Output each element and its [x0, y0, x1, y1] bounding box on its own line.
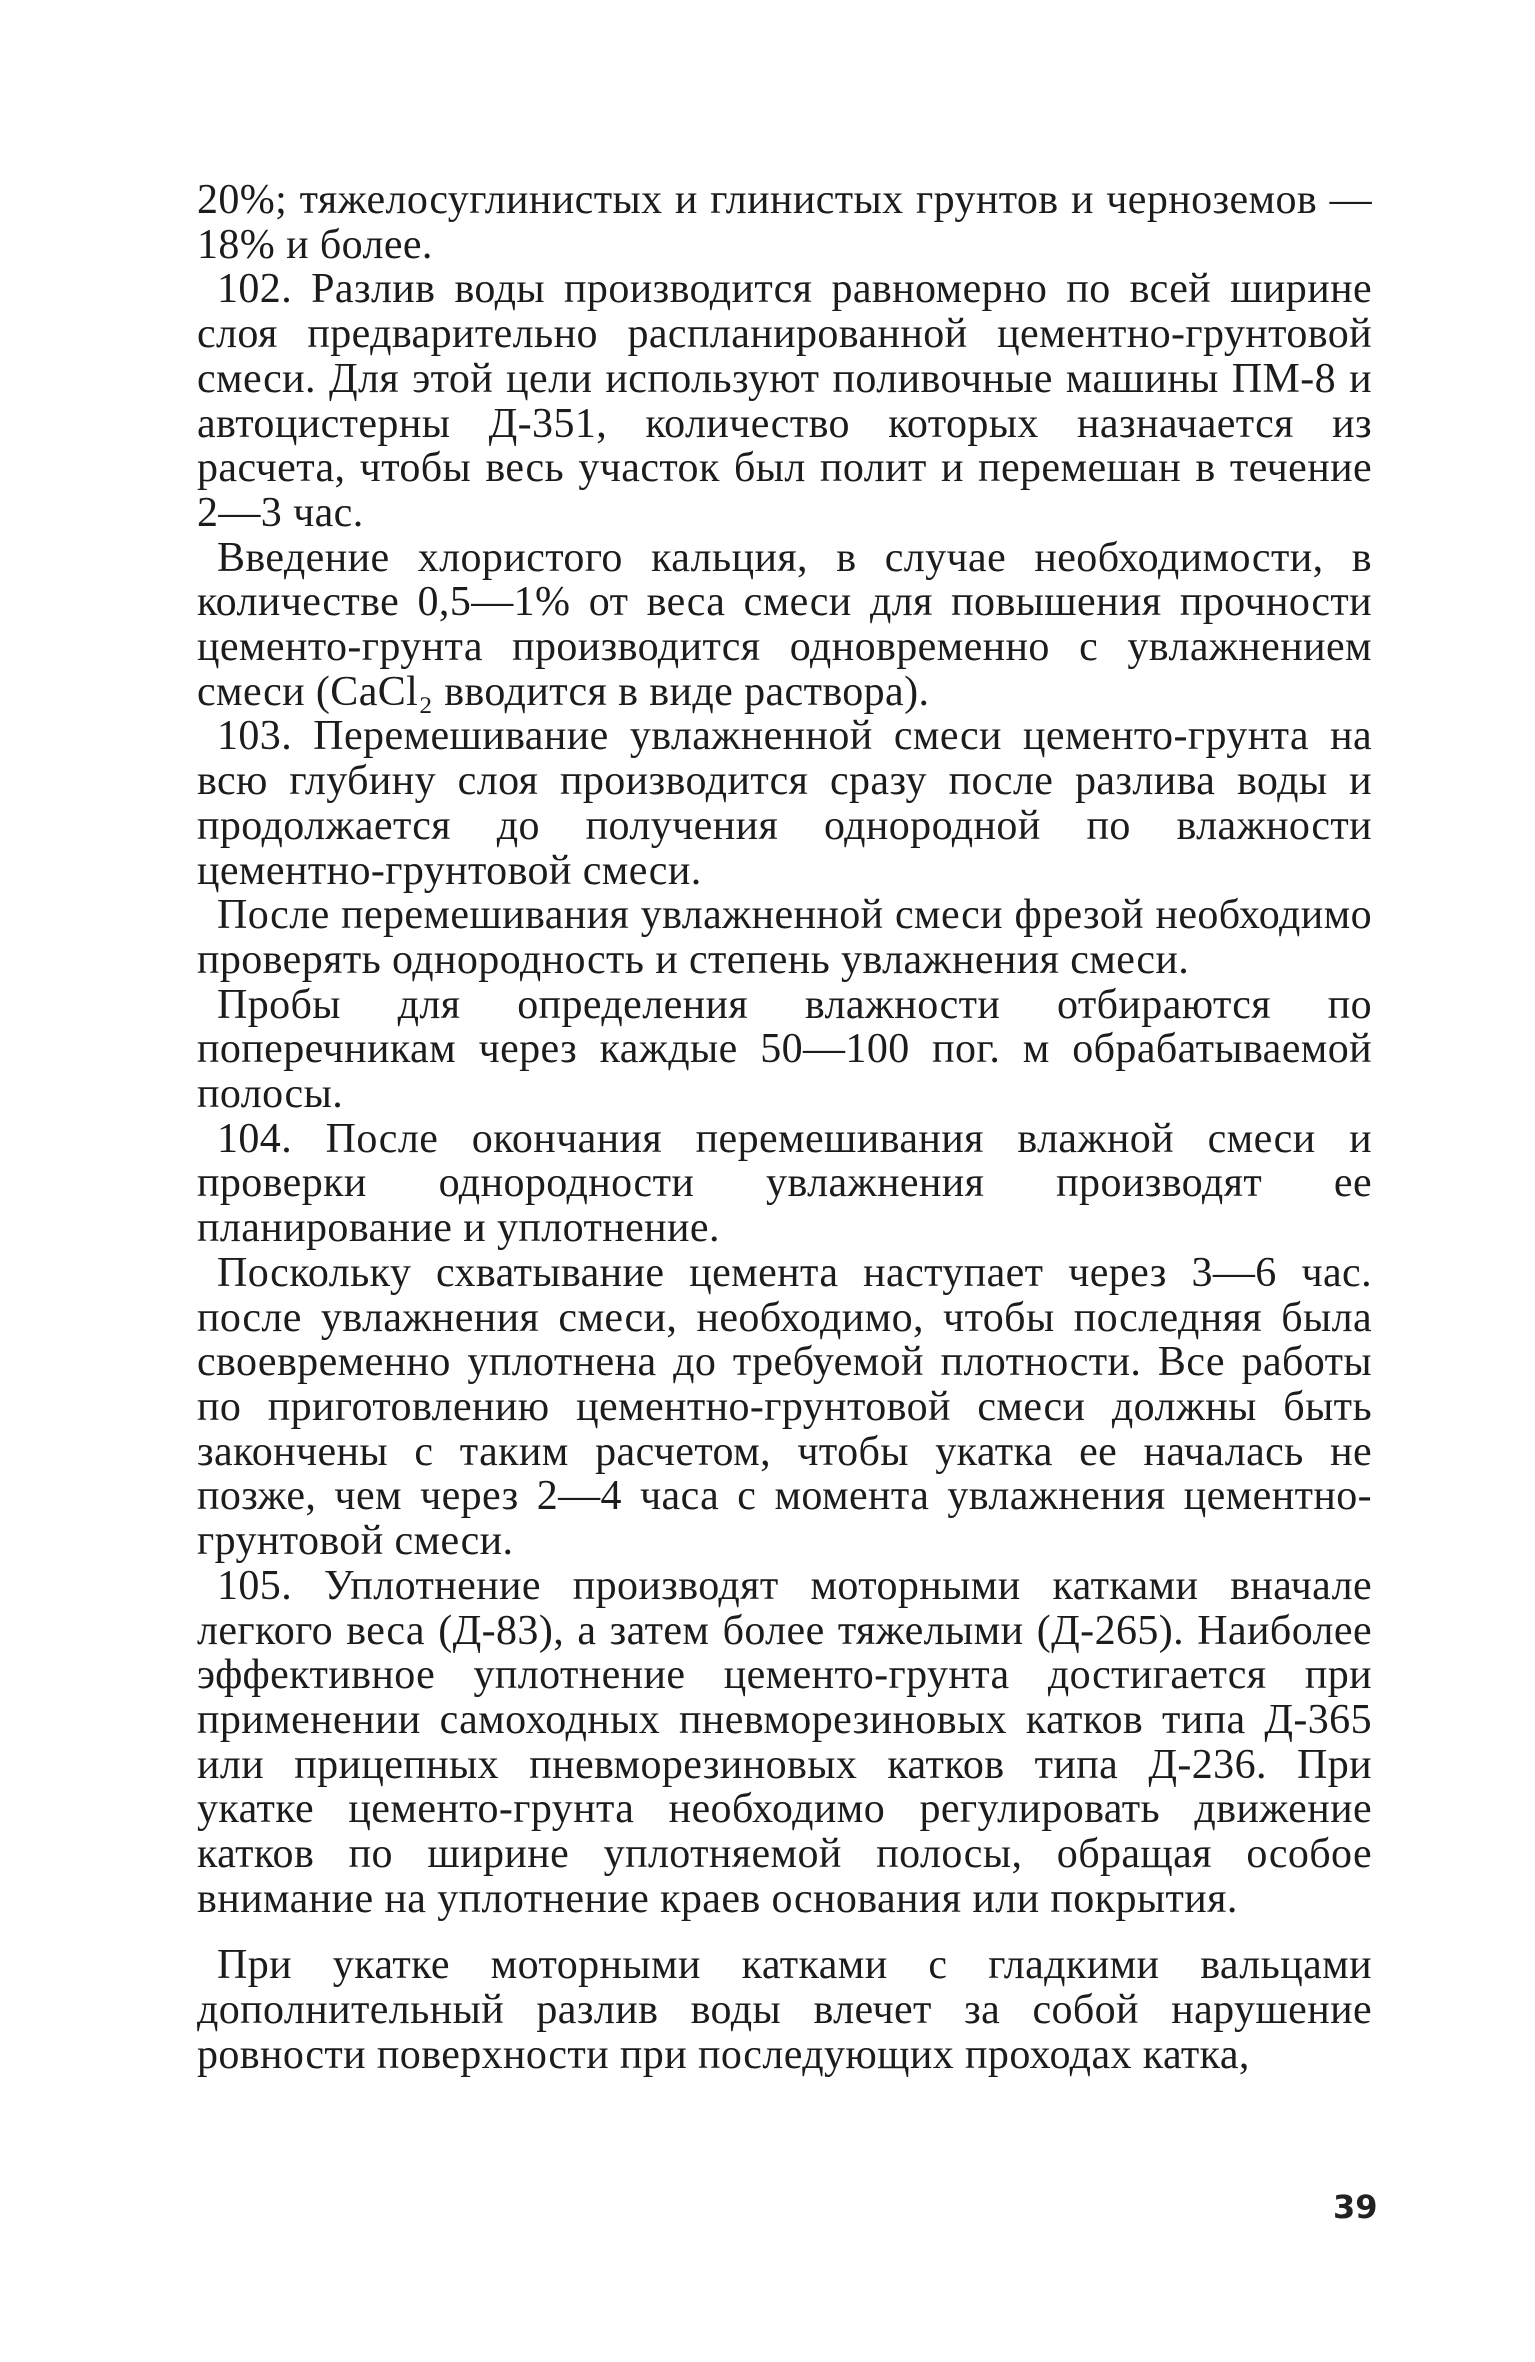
- paragraph-105: 105. Уплотнение производят моторными катками вначале легкого веса (Д-83), а затем более тяжелыми (Д-265). Наиболее эффективное уплотнение цементо-грунта достигается при применении самоходных пневморезиновых катков типа Д-365 или прицепных пневморезиновых катков типа Д-236. При укатке цементо-грунта необходимо регулировать движение катков по ширине уплотняемой полосы, обращая особое внимание на уплотнение краев основания или покрытия.: [197, 1562, 1372, 1922]
- paragraph-continuation: 20%; тяжелосуглинистых и глинистых грунтов и черноземов — 18% и более.: [197, 177, 1372, 268]
- paragraph-cement-setting: Поскольку схватывание цемента наступает через 3—6 час. после увлажнения смеси, необходимо, чтобы последняя была своевременно уплотнена до требуемой плотности. Все работы по приготовлению цементно-грунтовой смеси должны быть закончены с таким расчетом, чтобы укатка ее началась не позже, чем через 2—4 часа с момента увлажнения цементно-грунтовой смеси.: [197, 1249, 1372, 1565]
- paragraph-103: 103. Перемешивание увлажненной смеси цементо-грунта на всю глубину слоя производится сразу после разлива воды и продолжается до получения однородной по влажности цементно-грунтовой смеси.: [197, 713, 1372, 894]
- page-number: 39: [1333, 2188, 1378, 2226]
- paragraph-smooth-rollers: При укатке моторными катками с гладкими вальцами дополнительный разлив воды влечет за собой нарушение ровности поверхности при последующих проходах катка,: [197, 1942, 1372, 2078]
- paragraph-102: 102. Разлив воды производится равномерно по всей ширине слоя предварительно распланированной цементно-грунтовой смеси. Для этой цели используют поливочные машины ПМ-8 и автоцистерны Д-351, количество которых назначается из расчета, чтобы весь участок был полит и перемешан в течение 2—3 час.: [197, 266, 1372, 536]
- paragraph-calcium-chloride: Введение хлористого кальция, в случае необходимости, в количестве 0,5—1% от веса смеси для повышения прочности цементо-грунта производится одновременно с увлажнением смеси (CaCl₂ вводится в виде раствора).: [197, 534, 1372, 715]
- paragraph-samples: Пробы для определения влажности отбираются по поперечникам через каждые 50—100 пог. м обрабатываемой полосы.: [197, 981, 1372, 1118]
- paragraph-104: 104. После окончания перемешивания влажной смеси и проверки однородности увлажнения производят ее планирование и уплотнение.: [197, 1115, 1372, 1252]
- paragraph-mixing-check: После перемешивания увлажненной смеси фрезой необходимо проверять однородность и степень увлажнения смеси.: [197, 892, 1372, 983]
- body-text: [197, 178, 1372, 2078]
